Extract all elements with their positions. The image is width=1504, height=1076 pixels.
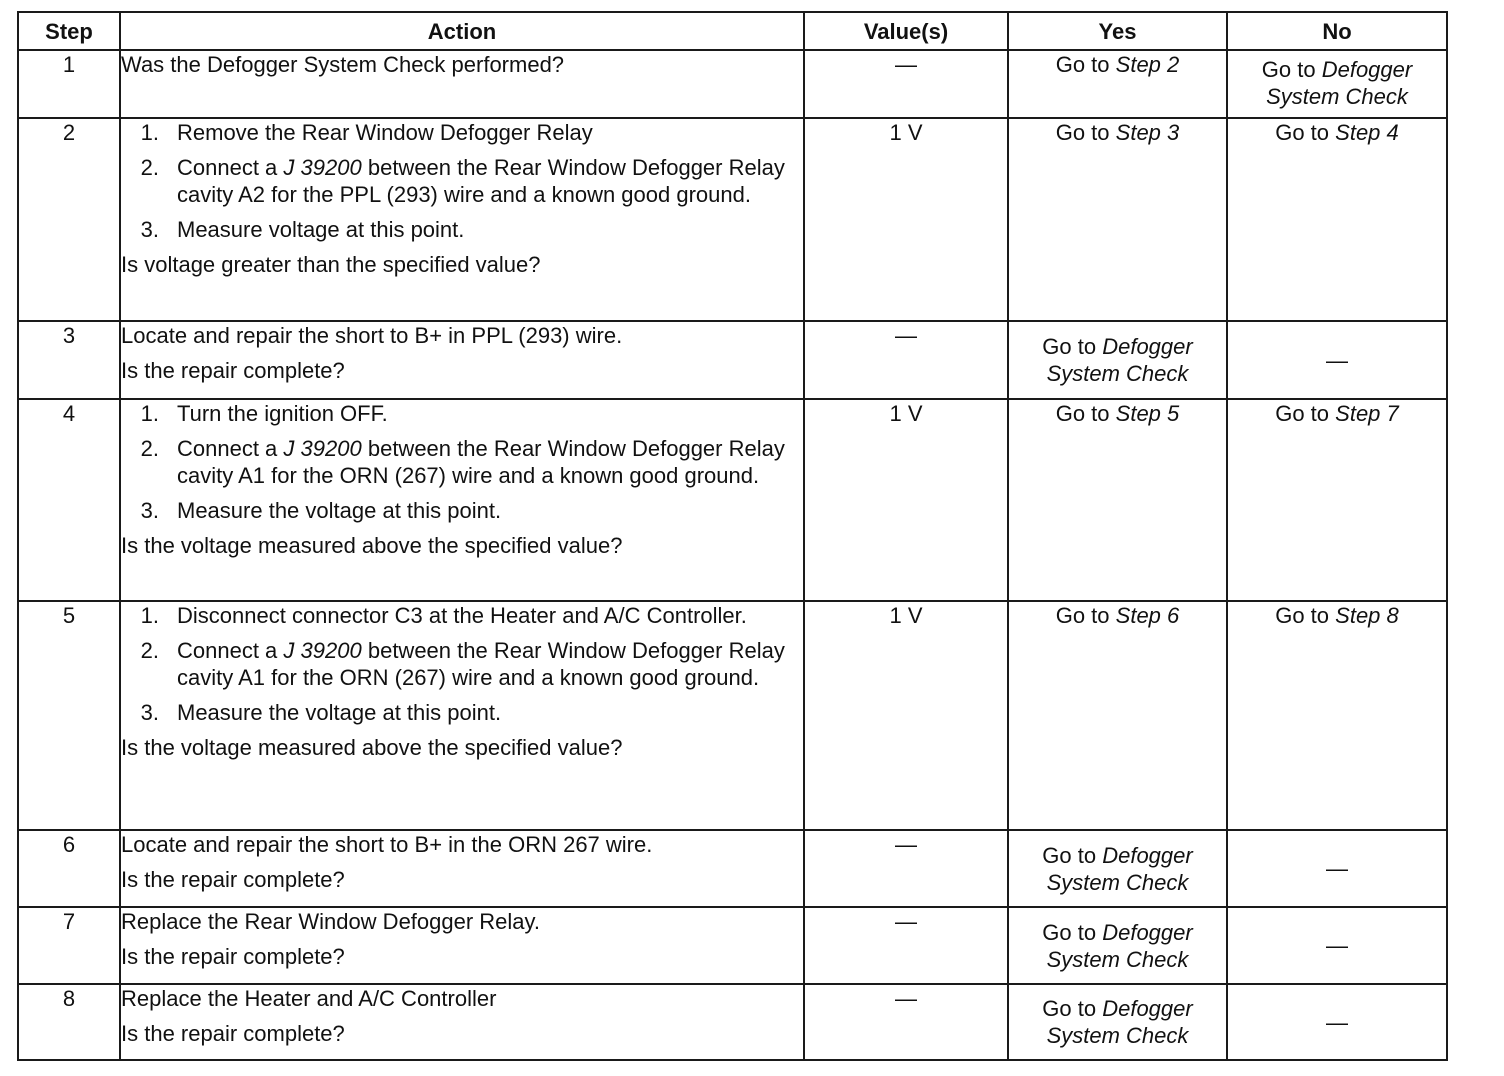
action-line: Was the Defogger System Check performed? <box>121 52 565 77</box>
item-number: 3. <box>140 700 159 725</box>
table-row <box>18 830 1447 907</box>
yes-cell <box>1008 601 1227 830</box>
yes-target: Defogger System Check <box>1046 842 1193 895</box>
action-item <box>121 216 803 243</box>
action-item <box>121 154 803 208</box>
yes-cell <box>1008 830 1227 907</box>
step-number: 6 <box>18 830 120 907</box>
yes-target: Defogger System Check <box>1046 996 1193 1048</box>
item-text: Measure the voltage at this point. <box>177 700 502 725</box>
header-step: Step <box>18 12 120 50</box>
no-cell: — <box>1227 830 1447 907</box>
yes-target: Defogger System Check <box>1046 919 1193 972</box>
table-row <box>18 321 1447 399</box>
action-question: Is the voltage measured above the specified value? <box>121 533 623 558</box>
item-text: Measure the voltage at this point. <box>177 498 502 523</box>
yes-prefix: Go to <box>1055 52 1110 77</box>
action-item <box>121 699 803 726</box>
item-text: Remove the Rear Window Defogger Relay <box>177 120 593 145</box>
step-number: 4 <box>18 399 120 601</box>
no-cell: — <box>1227 907 1447 984</box>
yes-cell <box>1008 907 1227 984</box>
yes-target: Step 3 <box>1115 120 1180 145</box>
table-row <box>18 399 1447 601</box>
action-line: Replace the Heater and A/C Controller <box>121 986 497 1011</box>
action-item <box>121 497 803 524</box>
item-text-pre: Connect a <box>177 155 278 180</box>
yes-cell <box>1008 321 1227 399</box>
action-cell <box>120 399 804 601</box>
header-values: Value(s) <box>804 12 1008 50</box>
tool-name: J 39200 <box>283 436 362 461</box>
header-yes: Yes <box>1008 12 1227 50</box>
action-cell <box>120 984 804 1060</box>
action-item <box>121 602 803 629</box>
item-text-pre: Connect a <box>177 436 278 461</box>
action-question: Is voltage greater than the specified value? <box>121 252 541 277</box>
action-question: Is the repair complete? <box>121 944 345 969</box>
action-line: Locate and repair the short to B+ in PPL (293) wire. <box>121 323 623 348</box>
action-item <box>121 435 803 489</box>
no-prefix: Go to <box>1261 57 1316 82</box>
value-cell: — <box>804 321 1008 399</box>
no-target: Step 8 <box>1335 603 1399 628</box>
yes-cell <box>1008 118 1227 321</box>
item-text-post: between the Rear Window Defogger Relay cavity A1 for the ORN (267) wire and a known good ground. <box>177 436 785 488</box>
item-number: 1. <box>140 401 159 426</box>
value-cell: — <box>804 907 1008 984</box>
action-line: Replace the Rear Window Defogger Relay. <box>121 909 541 934</box>
action-question: Is the voltage measured above the specified value? <box>121 735 623 760</box>
no-target: Step 7 <box>1335 401 1399 426</box>
no-prefix: Go to <box>1275 120 1330 145</box>
step-number: 2 <box>18 118 120 321</box>
action-cell <box>120 601 804 830</box>
item-text <box>177 637 803 691</box>
action-question: Is the repair complete? <box>121 358 345 383</box>
header-row <box>18 12 1447 50</box>
step-number: 3 <box>18 321 120 399</box>
no-target: Step 4 <box>1335 120 1399 145</box>
yes-prefix: Go to <box>1055 120 1110 145</box>
action-cell <box>120 321 804 399</box>
item-text: Measure voltage at this point. <box>177 217 465 242</box>
header-action: Action <box>120 12 804 50</box>
yes-target: Step 5 <box>1115 401 1180 426</box>
value-cell: 1 V <box>804 399 1008 601</box>
table-row <box>18 601 1447 830</box>
table-row <box>18 907 1447 984</box>
yes-prefix: Go to <box>1055 401 1110 426</box>
no-cell: — <box>1227 984 1447 1060</box>
yes-prefix: Go to <box>1042 919 1097 945</box>
value-cell: — <box>804 50 1008 118</box>
yes-cell <box>1008 984 1227 1060</box>
no-cell: — <box>1227 321 1447 399</box>
item-text <box>177 435 803 489</box>
yes-cell <box>1008 399 1227 601</box>
item-number: 2. <box>140 638 159 663</box>
action-cell <box>120 50 804 118</box>
value-cell: 1 V <box>804 118 1008 321</box>
step-number: 1 <box>18 50 120 118</box>
table-row <box>18 118 1447 321</box>
no-cell <box>1227 50 1447 118</box>
yes-target: Defogger System Check <box>1046 334 1193 386</box>
value-cell: 1 V <box>804 601 1008 830</box>
item-number: 1. <box>140 603 159 628</box>
action-question: Is the repair complete? <box>121 867 345 892</box>
action-item <box>121 119 803 146</box>
item-text-post: between the Rear Window Defogger Relay cavity A2 for the PPL (293) wire and a known good ground. <box>177 155 785 207</box>
action-cell <box>120 907 804 984</box>
yes-prefix: Go to <box>1055 603 1110 628</box>
no-prefix: Go to <box>1275 603 1330 628</box>
step-number: 8 <box>18 984 120 1060</box>
tool-name: J 39200 <box>283 638 362 663</box>
item-text <box>177 154 803 208</box>
yes-prefix: Go to <box>1042 334 1097 359</box>
item-number: 2. <box>140 436 159 461</box>
item-number: 3. <box>140 498 159 523</box>
action-line: Locate and repair the short to B+ in the ORN 267 wire. <box>121 832 653 857</box>
action-question: Is the repair complete? <box>121 1021 345 1046</box>
no-target: Defogger System Check <box>1266 57 1413 109</box>
value-cell: — <box>804 830 1008 907</box>
yes-prefix: Go to <box>1042 996 1097 1021</box>
item-text: Disconnect connector C3 at the Heater and A/C Controller. <box>177 603 747 628</box>
table-row <box>18 50 1447 118</box>
step-number: 5 <box>18 601 120 830</box>
no-cell <box>1227 399 1447 601</box>
item-number: 3. <box>140 217 159 242</box>
yes-target: Step 2 <box>1115 52 1180 77</box>
action-item <box>121 637 803 691</box>
action-cell <box>120 830 804 907</box>
action-item <box>121 400 803 427</box>
item-text-pre: Connect a <box>177 638 278 663</box>
step-number: 7 <box>18 907 120 984</box>
item-number: 1. <box>140 120 159 145</box>
value-cell: — <box>804 984 1008 1060</box>
table-row <box>18 984 1447 1060</box>
no-cell <box>1227 601 1447 830</box>
item-number: 2. <box>140 155 159 180</box>
yes-prefix: Go to <box>1042 842 1097 868</box>
yes-target: Step 6 <box>1115 603 1180 628</box>
item-text-post: between the Rear Window Defogger Relay cavity A1 for the ORN (267) wire and a known good ground. <box>177 638 785 690</box>
no-prefix: Go to <box>1275 401 1330 426</box>
item-text: Turn the ignition OFF. <box>177 401 388 426</box>
diagnostic-table <box>17 11 1448 1061</box>
action-cell <box>120 118 804 321</box>
yes-cell <box>1008 50 1227 118</box>
no-cell <box>1227 118 1447 321</box>
tool-name: J 39200 <box>283 155 362 180</box>
header-no: No <box>1227 12 1447 50</box>
